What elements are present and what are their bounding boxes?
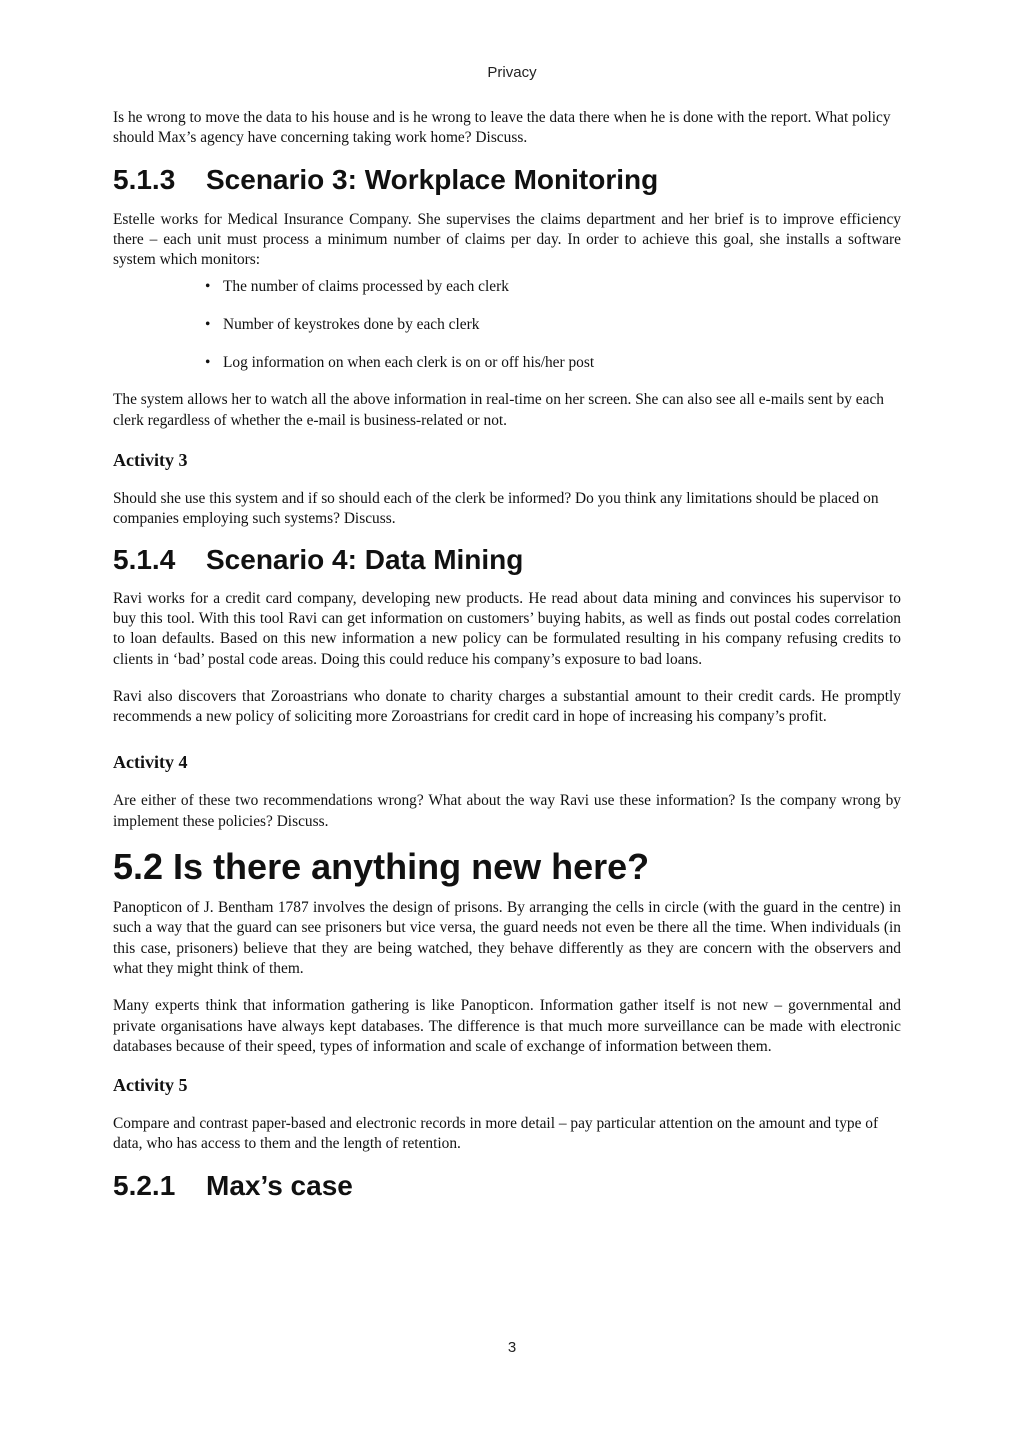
page-header: Privacy	[487, 64, 537, 81]
activity-text: Should she use this system and if so should each of the clerk be informed? Do you think any limitations should be placed on companies employing such systems? Discuss.	[113, 490, 879, 528]
bullet-icon: •	[205, 354, 211, 372]
activity-heading: Activity 5	[113, 1075, 188, 1096]
list-item: • Number of keystrokes done by each clerk	[205, 316, 480, 334]
page-content	[113, 108, 901, 1203]
paragraph: Estelle works for Medical Insurance Company. She supervises the claims department and her brief is to improve efficiency there – each unit must process a minimum number of claims per day. In order to achieve this goal, she installs a software system which monitors:	[113, 210, 901, 269]
section-heading-5-1-4	[113, 543, 901, 577]
bullet-icon: •	[205, 278, 211, 296]
activity-text: Are either of these two recommendations wrong? What about the way Ravi use these information? Is the company wrong by implement these policies? Discuss.	[113, 792, 901, 830]
page-number: 3	[507, 1339, 517, 1356]
section-number: 5.1.4	[113, 543, 176, 575]
paragraph: Ravi also discovers that Zoroastrians who donate to charity charges a substantial amount to their credit cards. He promptly recommends a new policy of soliciting more Zoroastrians for credit card in hope of increasing his company’s profit.	[113, 687, 901, 726]
bullet-icon: •	[205, 316, 211, 334]
section-title: Scenario 4: Data Mining	[206, 543, 524, 575]
section-heading-5-2-1	[113, 1169, 901, 1203]
intro-paragraph: Is he wrong to move the data to his house and is he wrong to leave the data there when he is done with the report. What policy should Max’s agency have concerning taking work home? Discuss.	[113, 109, 891, 147]
paragraph: Many experts think that information gathering is like Panopticon. Information gather itself is not new – governmental and private organisations have always kept databases. The difference is that much more surveillance can be made with electronic databases because of their speed, types of information and scale of exchange of information between them.	[113, 997, 901, 1055]
section-title: Max’s case	[206, 1169, 353, 1201]
paragraph: Panopticon of J. Bentham 1787 involves the design of prisons. By arranging the cells in circle (with the guard in the centre) in such a way that the guard can see prisoners but vice versa, the guard needs not even be there all the time. When individuals (in this case, prisoners) believe that they are being watched, they behave differently as they are concern with the observers and what they might think of them.	[113, 899, 901, 977]
activity-heading: Activity 3	[113, 450, 188, 471]
section-heading-5-2: 5.2 Is there anything new here?	[113, 846, 650, 888]
list-item: • Log information on when each clerk is on or off his/her post	[205, 354, 595, 372]
section-number: 5.1.3	[113, 163, 176, 195]
paragraph: The system allows her to watch all the above information in real-time on her screen. She can also see all e-mails sent by each clerk regardless of whether the e-mail is business-related or not.	[113, 391, 884, 429]
activity-text: Compare and contrast paper-based and electronic records in more detail – pay particular attention on the amount and type of data, who has access to them and the length of retention.	[113, 1115, 879, 1153]
section-heading-5-1-3	[113, 163, 901, 197]
paragraph: Ravi works for a credit card company, developing new products. He read about data mining and convinces his supervisor to buy this tool. With this tool Ravi can get information on customers’ buying habits, as well as finds out postal codes correlation to loan defaults. Based on this new information a new policy can be formulated resulting in his company refusing credits to clients in ‘bad’ postal code areas. Doing this could reduce his company’s exposure to bad loans.	[113, 589, 901, 668]
section-title: Scenario 3: Workplace Monitoring	[206, 163, 659, 195]
section-number: 5.2.1	[113, 1169, 176, 1201]
activity-heading: Activity 4	[113, 752, 188, 773]
monitor-list	[113, 277, 901, 373]
list-item: • The number of claims processed by each clerk	[205, 278, 509, 296]
